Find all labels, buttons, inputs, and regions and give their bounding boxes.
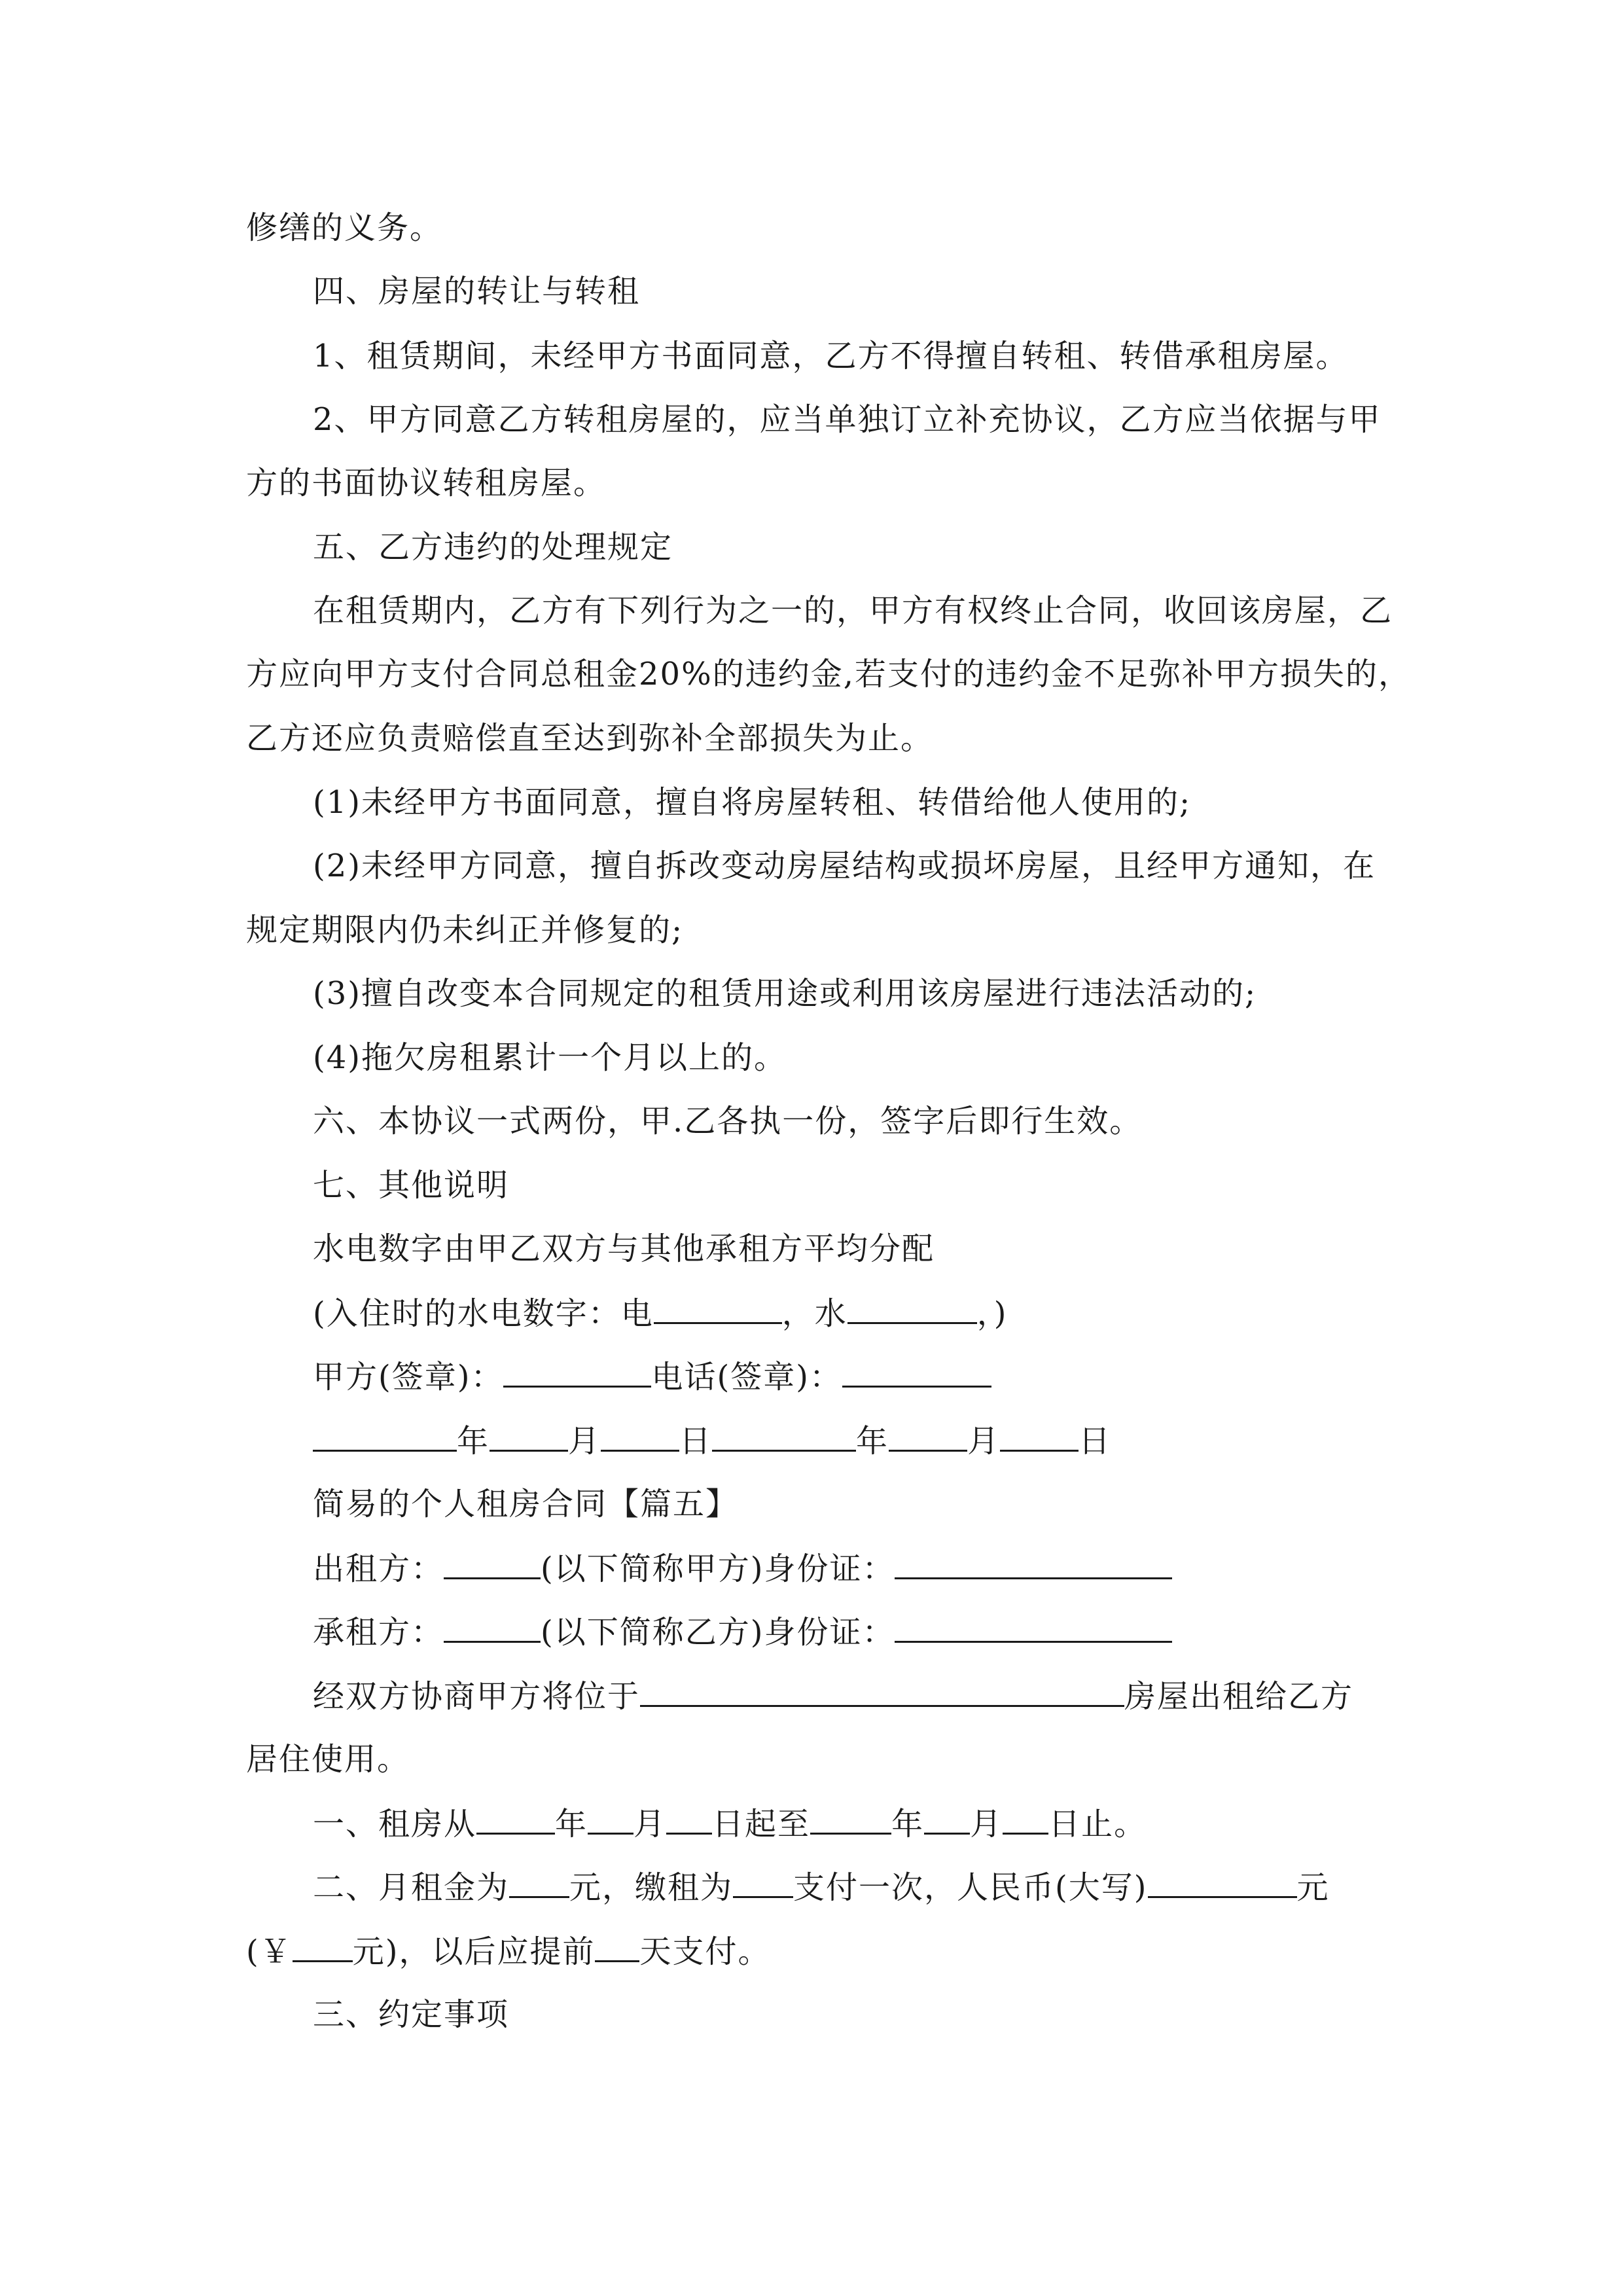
term-line [313, 1804, 1147, 1844]
year-label: 年 [891, 1806, 925, 1842]
paragraph-line: 2、甲方同意乙方转租房屋的，应当单独订立补充协议，乙方应当依据与甲 [313, 401, 1382, 438]
yen-label: (￥ [246, 1933, 293, 1970]
month-label: 月 [568, 1423, 601, 1460]
paragraph-line: 规定期限内仍未纠正并修复的; [246, 912, 684, 948]
paragraph-line: 水电数字由甲乙双方与其他承租方平均分配 [313, 1230, 935, 1267]
lessor-line [313, 1549, 1172, 1588]
rent-amount-blank[interactable] [509, 1867, 569, 1898]
rmb-label: 支付一次，人民币(大写) [793, 1869, 1148, 1906]
list-item: (1)未经甲方书面同意，擅自将房屋转租、转借给他人使用的; [313, 784, 1192, 821]
section-heading: 四、房屋的转让与转租 [313, 273, 641, 310]
signature-line [313, 1357, 991, 1397]
end-day-blank[interactable] [1003, 1804, 1048, 1835]
month-label: 月 [970, 1806, 1003, 1842]
location-blank[interactable] [640, 1676, 1124, 1707]
month-blank[interactable] [889, 1421, 967, 1452]
start-month-blank[interactable] [588, 1804, 633, 1835]
lessee-id-label: (以下简称乙方)身份证： [541, 1614, 895, 1651]
lessee-name-blank[interactable] [444, 1612, 541, 1643]
year-label: 年 [457, 1423, 490, 1460]
lessor-id-label: (以下简称甲方)身份证： [541, 1551, 895, 1587]
rmb-amount-blank[interactable] [1148, 1867, 1297, 1898]
lessor-name-blank[interactable] [444, 1549, 541, 1579]
paragraph-line: 1、租赁期间，未经甲方书面同意，乙方不得擅自转租、转借承租房屋。 [313, 338, 1349, 374]
yuan-label: 元 [1296, 1869, 1330, 1906]
list-item: (3)擅自改变本合同规定的租赁用途或利用该房屋进行违法活动的; [313, 975, 1257, 1012]
lessee-line [313, 1612, 1172, 1652]
term-label: 一、租房从 [313, 1806, 477, 1842]
meter-label: (入住时的水电数字：电 [313, 1295, 654, 1332]
paragraph-line: 在租赁期内，乙方有下列行为之一的，甲方有权终止合同，收回该房屋，乙 [313, 592, 1393, 629]
month-label: 月 [633, 1806, 667, 1842]
paragraph-line: 乙方还应负责赔偿直至达到弥补全部损失为止。 [246, 720, 934, 757]
list-item: (2)未经甲方同意，擅自拆改变动房屋结构或损坏房屋，且经甲方通知，在 [313, 848, 1376, 884]
water-blank[interactable] [847, 1293, 977, 1324]
day-blank[interactable] [601, 1421, 679, 1452]
meter-close: ，) [976, 1295, 1008, 1332]
start-day-blank[interactable] [666, 1804, 712, 1835]
party-a-sign-label: 甲方(签章)： [313, 1359, 504, 1395]
location-suffix: 房屋出租给乙方 [1124, 1678, 1354, 1715]
rent-line-cont [246, 1931, 770, 1971]
end-month-blank[interactable] [924, 1804, 970, 1835]
year-label: 年 [555, 1806, 588, 1842]
section-heading: 三、约定事项 [313, 1996, 510, 2033]
day-label: 日 [1079, 1423, 1112, 1460]
rent-line [313, 1867, 1330, 1907]
party-a-sign-blank[interactable] [503, 1357, 651, 1388]
phone-sign-label: 电话(签章)： [651, 1359, 842, 1395]
end-year-blank[interactable] [810, 1804, 891, 1835]
advance-label: 元)，以后应提前 [352, 1933, 596, 1970]
phone-sign-blank[interactable] [842, 1357, 991, 1388]
location-line [313, 1676, 1353, 1716]
paragraph-line: 方的书面协议转租房屋。 [246, 465, 607, 501]
lessee-label: 承租方： [313, 1614, 444, 1651]
year-blank[interactable] [313, 1421, 457, 1452]
start-year-blank[interactable] [476, 1804, 555, 1835]
yen-amount-blank[interactable] [293, 1931, 353, 1962]
lessor-id-blank[interactable] [895, 1549, 1172, 1579]
payment-label: 元，缴租为 [569, 1869, 734, 1906]
year-label: 年 [856, 1423, 889, 1460]
section-heading: 六、本协议一式两份，甲.乙各执一份，签字后即行生效。 [313, 1103, 1143, 1139]
month-label: 月 [967, 1423, 1001, 1460]
advance-days-blank[interactable] [595, 1931, 639, 1962]
year-blank[interactable] [712, 1421, 856, 1452]
day-from-label: 日起至 [712, 1806, 811, 1842]
lessee-id-blank[interactable] [895, 1612, 1172, 1643]
lessor-label: 出租方： [313, 1551, 444, 1587]
electricity-blank[interactable] [654, 1293, 782, 1324]
paragraph-line: 方应向甲方支付合同总租金20%的违约金,若支付的违约金不足弥补甲方损失的， [246, 656, 1411, 692]
day-label: 日 [679, 1423, 713, 1460]
day-to-label: 日止。 [1048, 1806, 1147, 1842]
paragraph-line: 修缮的义务。 [246, 209, 443, 246]
section-heading: 七、其他说明 [313, 1167, 510, 1204]
section-heading: 五、乙方违约的处理规定 [313, 529, 673, 565]
list-item: (4)拖欠房租累计一个月以上的。 [313, 1039, 787, 1076]
days-label: 天支付。 [639, 1933, 771, 1970]
date-line [313, 1421, 1111, 1461]
meter-reading-line [313, 1293, 1007, 1333]
month-blank[interactable] [490, 1421, 568, 1452]
rent-label: 二、月租金为 [313, 1869, 510, 1906]
location-label: 经双方协商甲方将位于 [313, 1678, 641, 1715]
water-label: ，水 [781, 1295, 847, 1332]
day-blank[interactable] [1000, 1421, 1079, 1452]
payment-period-blank[interactable] [733, 1867, 793, 1898]
contract-title: 简易的个人租房合同【篇五】 [313, 1486, 739, 1522]
paragraph-line: 居住使用。 [246, 1741, 410, 1778]
